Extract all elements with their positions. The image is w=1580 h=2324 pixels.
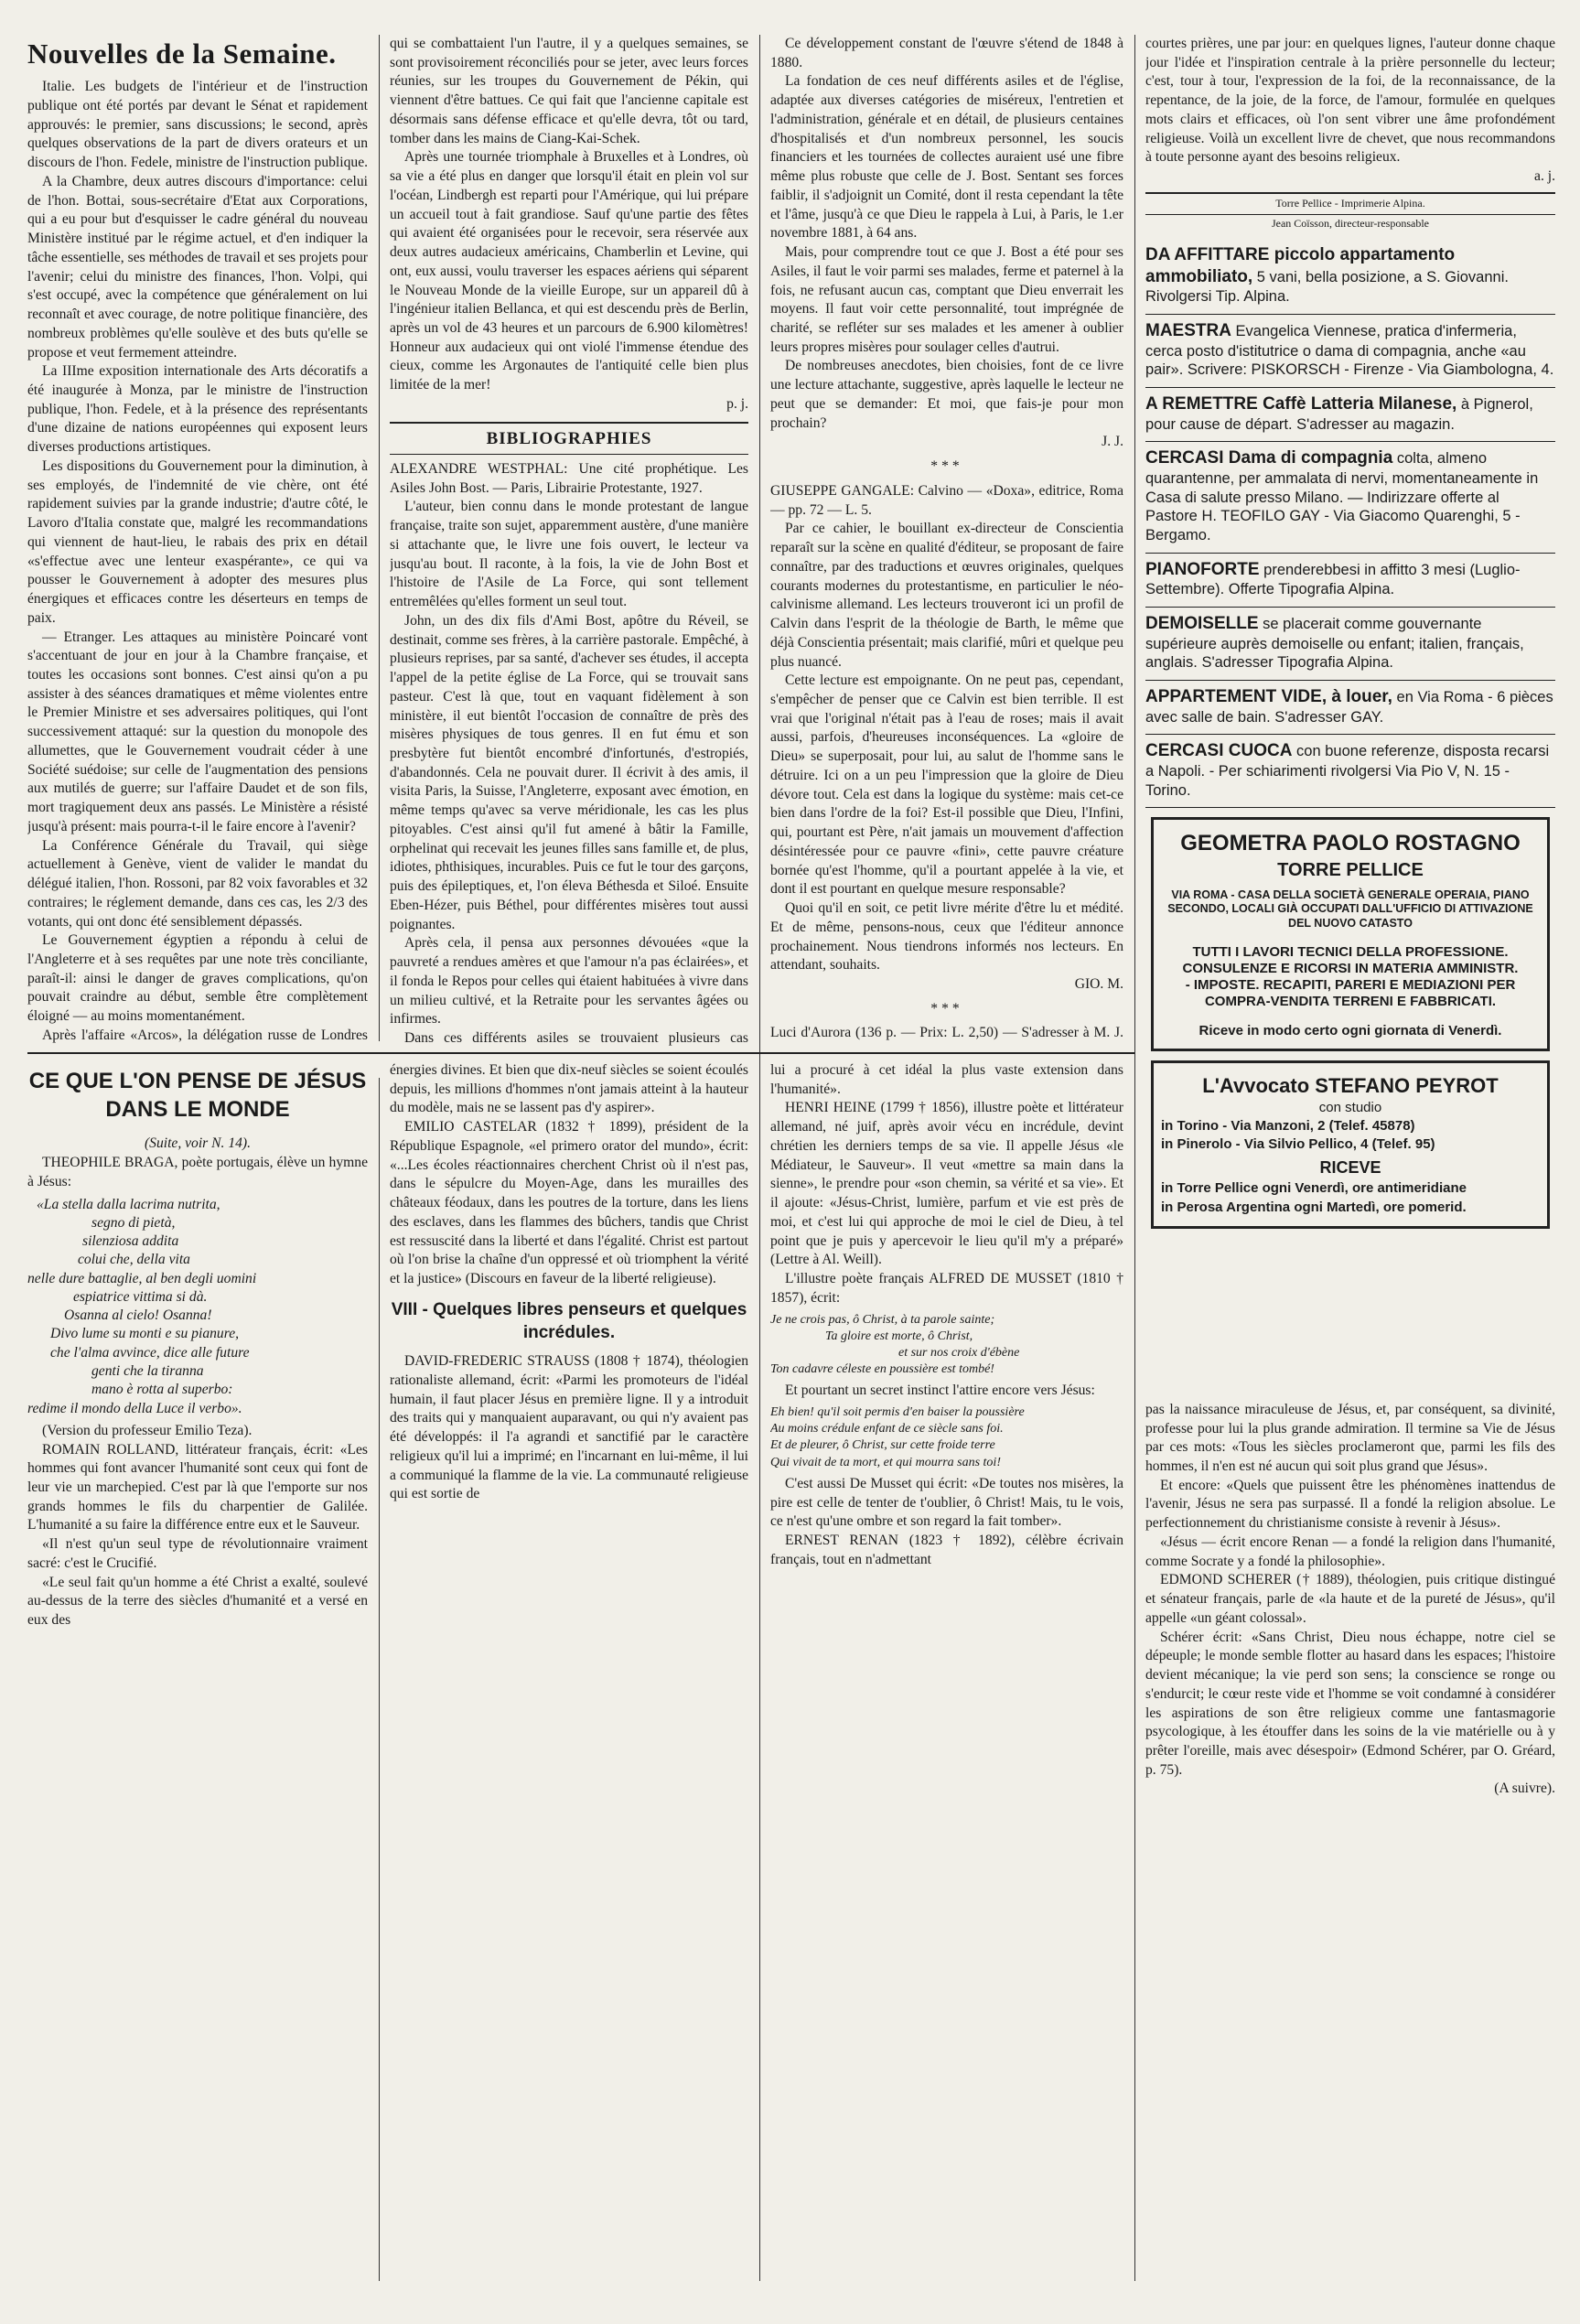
rostagno-name: GEOMETRA PAOLO ROSTAGNO (1180, 831, 1521, 856)
ad-heading: DA AFFITTARE piccolo appartamento ammobiliato, (1145, 244, 1456, 286)
rostagno-city: TORRE PELLICE (1277, 860, 1424, 881)
column-rule (1134, 35, 1135, 2281)
poem-line: et sur nos croix d'ébène (898, 1345, 1020, 1360)
poem-line: genti che la tiranna (91, 1362, 204, 1379)
ad-heading: MAESTRA (1145, 320, 1231, 340)
classified-ad (1145, 388, 1555, 442)
news-paragraph: La Conférence Générale du Travail, qui siège actuellement à Genève, vient de valider le mandat du délégué italien, l'hon. Rossoni, par 82 voix favorables et 32 contraires; le réglement demande, dans ces cas, les 2/3 des votants, qui ont donc été sensiblement dépassés. (27, 837, 368, 930)
ad-heading: CERCASI Dama di compagnia (1145, 448, 1393, 468)
poem-line: Ton cadavre céleste en poussière est tombé! (770, 1362, 994, 1377)
news-signature: p. j. (726, 395, 748, 412)
poem-line: colui che, della vita (78, 1252, 190, 1268)
book-reference: Luci d'Aurora (136 p. — Prix: L. 2,50) — S'adresser à M. J. (770, 1025, 1123, 1041)
news-heading: Nouvelles de la Semaine. (27, 38, 337, 70)
article-paragraph: Et encore: «Quels que puissent être les phénomènes inattendus de l'avenir, Jésus ne sera pas surpassé. Il a fondé la religion absolue. Le perfectionnement du christianisme consiste à revenir à Jésus». (1145, 1477, 1555, 1532)
separator-stars: *** (930, 458, 963, 475)
review-paragraph: Par ce cahier, le bouillant ex-directeur de Conscientia reparaît sur la scène en qualité d'éditeur, se proposant de faire connaître, par des traductions et œuvres originales, quelques courants modernes du protestantisme, en particulier le néo-calvinisme allemand. Les lecteurs trouveront ici un profil de Calvin dans l'esprit de la théologie de Barth, le même que déjà Conscientia présentait; mais clarifié, mûri et quelque peu plus nuancé. (770, 521, 1123, 670)
review-paragraph: John, un des dix fils d'Ami Bost, apôtre du Réveil, se destinait, comme ses frères, à la carrière pastorale. Empêché, à plusieurs reprises, par sa santé, d'achever ses études, il accepta l'appel de la petite église de La Force, qui se trouvait sans pasteur. C'est là que, tout en vaquant fidèlement à son ministère, il eut bientôt l'occasion de connaître de près des misères physiques de tous genres. Il en fut ému et son presbytère fut bientôt encombré d'infortunés, d'estropiés, d'abandonnés. Cela ne pouvait durer. Il écrivit à des amis, il visita Paris, la Suisse, l'Angleterre, exposant avec émotion, en même temps qu'avec sa verve méridionale, les cas les plus pitoyables. C'est ainsi qu'il fut amené à bâtir la Famille, orphelinat qui recevait les jeunes filles sans famille et, de plus, idiotes, phthisiques, incurables. Puis ce fut le tour des garçons, puis des épileptiques, et, l'on éleva Béthesda et Siloé. Ensuite Eben-Hézer, puis Béthel, pour différentes misères tout aussi poignantes. (390, 612, 748, 932)
ad-heading: DEMOISELLE (1145, 613, 1259, 633)
poem-braga (27, 1196, 368, 1418)
review-signature: a. j. (1534, 168, 1555, 185)
peyrot-office: in Torino - Via Manzoni, 2 (Telef. 45878) (1161, 1117, 1415, 1134)
article-paragraph: énergies divines. Et bien que dix-neuf siècles se soient écoulés depuis, les millions d'hommes n'ont jamais atteint à la hauteur du modèle, mais ne se lassent pas d'y aspirer». (390, 1062, 748, 1116)
poem-line: silenziosa addita (82, 1233, 179, 1250)
article-paragraph: «Le seul fait qu'un homme a été Christ a exalté, soulevé au-dessus de la terre des siècles d'humanité et a versé en eux des (27, 1574, 368, 1629)
news-paragraph: A la Chambre, deux autres discours d'importance: celui de l'hon. Bottai, sous-secrétaire d'Etat aux Corporations, qui a eu pour but d'esquisser le cadre général du nouveau Ministère institué par le régime actuel, et d'en indiquer la tâche essentielle, ses méthodes de travail et ses projets pour l'avenir; celui du ministre des finances, l'hon. Volpi, qui s'est occupé, avec la compétence que généralement on lui reconnaît et avec courage, de notre politique financière, des nombreux problèmes qu'elle soulève et des buts qu'elle se propose et veut fermement atteindre. (27, 173, 368, 360)
ad-body: colta, almeno quarantenne, per ammalata di nervi, momentaneamente in Casa di salute presso Milano. — Indirizzare offerte al Pastore H. TEOFILO GAY - Via Giacomo Quarenghi, 5 - Bergamo. (1145, 450, 1539, 543)
article-paragraph: L'illustre poète français ALFRED DE MUSSET (1810 † 1857), écrit: (770, 1271, 1123, 1306)
ad-body: Evangelica Viennese, pratica d'infermeria, cerca posto d'istitutrice o dama di compagnia, anche «au pair». Scrivere: PISKORSCH - Firenze - Via Giambologna, 4. (1145, 322, 1554, 379)
article-paragraph: ROMAIN ROLLAND, littérateur français, écrit: «Les hommes qui font avancer l'humanité sont ceux qui font de leur vie un marchepied. C'est par là que l'emporte sur nos grands hommes le fils du charpentier de Galilée. L'humanité a su faire la différence entre eux et le Sauveur. (27, 1441, 368, 1533)
poem-line: espiatrice vittima si dà. (73, 1288, 208, 1305)
article-paragraph: «Jésus — écrit encore Renan — a fondé la religion dans l'humanité, comme Socrate y a fondé la philosophie». (1145, 1533, 1555, 1569)
article-paragraph: EMILIO CASTELAR (1832 † 1899), président de la République Espagnole, «el primero orator del mundo», écrit: «...Les écoles réactionnaires cherchent Christ où il n'est pas, dans le sépulcre du Moyen-Age, dans les murailles des châteaux féodaux, dans les poutres de la torture, dans les liens des esclaves, dans les flammes des bûchers, tandis que Christ est ressuscité dans la liberté et dans l'égalité. Christ est partout où l'on brise la chaîne d'un oppressé et où triomphent la vérité et la justice» (Discours en faveur de la liberté religieuse). (390, 1119, 748, 1287)
article-paragraph: EDMOND SCHERER († 1889), théologien, puis critique distingué et sénateur français, parle de «la haute et de la pureté de Jésus», qu'il appelle «un géant colossal». (1145, 1572, 1555, 1626)
ad-heading: A REMETTRE Caffè Latteria Milanese, (1145, 393, 1457, 414)
book-reference: ALEXANDRE WESTPHAL: Une cité prophétique. Les Asiles John Bost. — Paris, Librairie Protestante, 1927. (390, 460, 748, 496)
peyrot-name: L'Avvocato STEFANO PEYROT (1202, 1073, 1499, 1097)
review-paragraph: Quoi qu'il en soit, ce petit livre mérite d'être lu et médité. Et de même, pensons-nous, ceux que l'éditeur annonce prochainement. Nous tiendrons informés nos lecteurs. En attendant, souhaits. (770, 900, 1123, 974)
section-viii-heading: VIII - Quelques libres penseurs et quelques incrédules. (391, 1299, 747, 1343)
poem-line: Osanna al cielo! Osanna! (64, 1307, 212, 1324)
rostagno-address: VIA ROMA - CASA DELLA SOCIETÀ GENERALE OPERAIA, PIANO SECONDO, LOCALI GIÀ OCCUPATI DALL'UFFICIO DI ATTIVAZIONE DEL NUOVO CATASTO (1167, 888, 1533, 931)
ad-heading: PIANOFORTE (1145, 559, 1260, 579)
article-paragraph: ERNEST RENAN (1823 † 1892), célèbre écrivain français, tout en n'admettant (770, 1532, 1123, 1567)
book-reference: GIUSEPPE GANGALE: Calvino — «Doxa», editrice, Roma — pp. 72 — L. 5. (770, 482, 1123, 518)
ad-body: 5 vani, bella posizione, a S. Giovanni. Rivolgersi Tip. Alpina. (1145, 268, 1509, 306)
news-paragraph: La IIIme exposition internationale des Arts décoratifs a été inaugurée à Monza, par le ministre de l'instruction publique, l'hon. Fedele, et à la présence des représentants d'une dizaine de nations européennes qui exposent leurs diverses productions artistiques. (27, 363, 368, 456)
news-column-2 (390, 35, 748, 1046)
review-paragraph: Cette lecture est empoignante. On ne peut pas, cependant, s'empêcher de penser que ce Calvin est bien terrible. Il est vrai que l'original n'était pas à l'eau de roses; mais il avait aussi, parfois, d'heureuses inconséquences. La «gloire de Dieu» se superposait, pour lui, au salut de l'homme sans le détruire. Ici on a un peu l'impression que la gloire de Dieu dévore tout. Cela est dans la logique du système: mais cet-ce bien dans l'ordre de la foi? Est-il possible que Dieu, l'Infini, qui, pourtant est Père, n'ait jamais un mouvement d'affection désintéressée pour ce pauvre «fini», cette pauvre créature bornée qu'est l'homme, qu'il a pourtant appelée à la vie, et dont il est pourtant en quelque mesure responsable? (770, 672, 1123, 898)
poem-line: «La stella dalla lacrima nutrita, (37, 1196, 220, 1212)
classified-ad (1145, 442, 1555, 553)
article-paragraph: Et pourtant un secret instinct l'attire encore vers Jésus: (785, 1383, 1095, 1399)
peyrot-ad-box (1151, 1060, 1550, 1229)
poem-line: redime il mondo della Luce il verbo». (27, 1400, 242, 1416)
poem-line: Eh bien! qu'il soit permis d'en baiser la poussière (770, 1405, 1025, 1420)
spacer (1145, 1238, 1555, 1401)
article-title: CE QUE L'ON PENSE DE JÉSUS DANS LE MONDE (28, 1069, 367, 1123)
poem-line: mano è rotta al superbo: (91, 1382, 233, 1398)
poem-line: Et de pleurer, ô Christ, sur cette froide terre (770, 1438, 995, 1453)
column-rule (379, 35, 380, 1041)
classified-ad (1145, 681, 1555, 735)
poem-line: Divo lume su monti e su pianure, (50, 1326, 240, 1342)
article-paragraph: pas la naissance miraculeuse de Jésus, et, par conséquent, sa divinité, professe pour lui la plus grande admiration. Il termine sa Vie de Jésus par ces mots: «Tous les siècles proclameront que, parmi les fils des hommes, il n'en est né aucun qui soit plus grand que Jésus». (1145, 1401, 1555, 1474)
review-paragraph: Ce développement constant de l'œuvre s'étend de 1848 à 1880. (770, 36, 1123, 70)
column-rule (379, 1078, 380, 2281)
article-paragraph: THEOPHILE BRAGA, poète portugais, élève un hymne à Jésus: (27, 1155, 368, 1189)
news-paragraph: Après une tournée triomphale à Bruxelles et à Londres, où sa vie a été plus en danger que lorsqu'il était en plein vol sur l'océan, Lindbergh est reparti pour l'Amérique, qui lui prépare un accueil tout à fait grandiose. Sauf qu'une partie des fêtes qui avaient été organisées pour le recevoir, sera réservée aux deux autres audacieux américains, Chamberlin et Levine, qui ont, eux aussi, voulu traverser les espaces aériens qui séparent le Nouveau Monde de la vieille Europe, sur un appareil dû à l'ingénieur italien Bellanca, et qui est descendu près de Berlin, après un vol de 43 heures et un parcours de 6.900 kilomètres! Honneur aux audacieux qui ont violé l'immense étendue des cieux, comme les Argonautes de l'antiquité celle bien plus limitée de la mer! (390, 149, 748, 393)
poem-musset-1 (770, 1312, 1123, 1379)
article-paragraph: Schérer écrit: «Sans Christ, Dieu nous échappe, notre ciel se dépeuple; le monde semble flotter au hasard dans les espaces; l'histoire devient mécanique; la vie perd son sens; la conscience se ronge ou s'endurcit; le cœur reste vide et l'homme se voit condamné à considérer les aspirations de son être religieux comme une fantasmagorie psycologique, à les étouffer dans les soins de la vie matérielle ou à y prêter l'oreille, mais avec désespoir» (Edmond Schérer, par O. Gréard, p. 75). (1145, 1629, 1555, 1778)
classified-ad (1145, 735, 1555, 808)
classified-ad (1145, 554, 1555, 608)
review-paragraph: courtes prières, une par jour: en quelques lignes, l'auteur donne chaque jour l'idée et l'inspiration centrale à la prière personnelle du lecteur; c'est, tour à tour, l'expression de la foi, de la reconnaissance, de la repentance, de la joie, de la force, de l'amour, formulée en quelques mots clairs et efficaces, où l'on sent vibrer une âme profondément religieuse. Voilà un excellent livre de chevet, que nous recommandons à toute personne ayant des besoins religieux. (1145, 36, 1555, 166)
article-paragraph: (Version du professeur Emilio Teza). (42, 1422, 253, 1438)
editor-line: Jean Coïsson, directeur-responsable (1271, 216, 1430, 230)
ad-body: à Pignerol, pour cause de départ. S'adresser au magazin. (1145, 395, 1533, 433)
rostagno-services: TUTTI I LAVORI TECNICI DELLA PROFESSIONE. CONSULENZE E RICORSI IN MATERIA AMMINISTR. - IMPOSTE. RECAPITI, PARERI E MEDIAZIONI PER COMPRA-VENDITA TERRENI E FABBRICATI. (1182, 943, 1519, 1009)
article-paragraph: HENRI HEINE (1799 † 1856), illustre poète et littérateur allemand, né juif, après avoir vécu en incrédule, devint chrétien les derniers temps de sa vie. Il appelle Jésus «le Médiateur, le Sauveur». Il veut «mettre sa main dans la sienne», le prendre pour «son chemin, sa vérité et sa vie». Et il ajoute: «Jésus-Christ, lumière, parfum et vie est près de moi, et c'est lui qui approche de moi le ciel de Dieu, à tel point que je puis y apercevoir le lieu qu'il m'y a préparé» (Lettre à Al. Weill). (770, 1100, 1123, 1268)
news-column-1 (27, 35, 368, 1046)
news-paragraph: — Etranger. Les attaques au ministère Poincaré vont s'accentuant de jour en jour à la Chambre française, et toutes les occasions sont bonnes. C'est ainsi qu'on a pu assister à des séances dramatiques et même violentes entre le Premier Ministre et ses adversaires politiques, qui l'ont successivement attaqué: sur la question du monopole des allumettes, que le Gouvernement voudrait céder à une Société suédoise; sur celle de l'augmentation des pensions aux mutilés de guerre; sur l'affaire Daudet et de son fils, mort tragiquement deux ans passés. Le Ministère a résisté jusqu'à présent: mais pourra-t-il le faire encore à l'avenir? (27, 629, 368, 834)
rostagno-hours: Riceve in modo certo ogni giornata di Venerdì. (1198, 1022, 1502, 1038)
news-paragraph: Les dispositions du Gouvernement pour la diminution, à ses employés, de l'indemnité de vie chère, ont été rapidement suivies par la grande industrie; d'autre côté, le Lavoro d'Italia constate que, malgré les recommandations qui viennent de haut-lieu, le rabais des prix en détail «s'effectue avec une lenteur exaspérante», ce qui va pousser le Gouvernement à adopter des mesures plus énergiques et efficaces contre les déserteurs en temps de paix. (27, 457, 368, 626)
peyrot-studio: con studio (1318, 1099, 1382, 1115)
poem-line: che l'alma avvince, dice alle future (50, 1344, 250, 1361)
to-be-continued: (A suivre). (1494, 1781, 1555, 1797)
peyrot-schedule: in Perosa Argentina ogni Martedì, ore pomerid. (1161, 1199, 1467, 1215)
article-paragraph: «Il n'est qu'un seul type de révolutionnaire vraiment sacré: c'est le Crucifié. (27, 1536, 368, 1571)
poem-line: Ta gloire est morte, ô Christ, (825, 1329, 973, 1343)
article-paragraph: DAVID-FREDERIC STRAUSS (1808 † 1874), théologien rationaliste allemand, écrit: «Parmi les promoteurs de l'idéal humain, il faut placer Jésus en première ligne. Il y a introduit des traits qui y manquaient auparavant, ou qui n'y avaient pas été développés: il l'a agrandi et sanctifié par le caractère religieux qu'il lui a imprimé; en l'incarnant en lui-même, il lui a communiqué la flamme de la vie. La communauté religieuse qui est sortie de (390, 1353, 748, 1502)
review-paragraph: Après cela, il pensa aux personnes dévouées «que la pauvreté a rendues amères et que l'amour n'a pas éclairées», et il fonda le Repos pour celles qui étaient habituées à vivre dans un milieu cultivé, et la Retraite pour les servantes âgées ou infirmes. (390, 935, 748, 1028)
poem-line: Qui vivait de ta mort, et qui mourra sans toi! (770, 1455, 1001, 1469)
poem-line: nelle dure battaglie, al ben degli uomini (27, 1270, 257, 1286)
newspaper-page (27, 35, 1555, 2295)
review-paragraph: L'auteur, bien connu dans le monde protestant de langue française, traite son sujet, apparemment austère, d'une manière si attachante que, le livre une fois ouvert, le lecteur va jusqu'au bout. Il raconte, à la fois, la vie de John Bost et l'histoire de l'Asile de La Force, qui sont tellement entremêlées qu'elles forment un seul tout. (390, 499, 748, 610)
news-paragraph: Après l'affaire «Arcos», la délégation russe de Londres (42, 1027, 368, 1043)
classified-ad (1145, 608, 1555, 681)
article-continuation: (Suite, voir N. 14). (144, 1135, 252, 1152)
news-paragraph: Le Gouvernement égyptien a répondu à celui de l'Angleterre et à ses requêtes par une note très conciliante, paraît-il: ainsi le danger de graves complications, qu'on pouvait craindre au début, semble être complètement éloigné — au moins momentanément. (27, 932, 368, 1025)
ad-body: con buone referenze, disposta recarsi a Napoli. - Per schiarimenti rivolgersi Via Pio V, N. 15 - Torino. (1145, 743, 1550, 799)
page-top-mark (0, 5, 1580, 24)
peyrot-schedule: in Torre Pellice ogni Venerdì, ore antimeridiane (1161, 1180, 1467, 1197)
ad-heading: CERCASI CUOCA (1145, 741, 1293, 761)
classified-ad (1145, 239, 1555, 315)
poem-line: Je ne crois pas, ô Christ, à ta parole sainte; (770, 1312, 995, 1327)
section-divider (27, 1052, 1134, 1054)
article-column-2 (390, 1061, 748, 2286)
ad-heading: APPARTEMENT VIDE, à louer, (1145, 686, 1392, 706)
poem-line: Au moins crédule enfant de ce siècle sans foi. (770, 1422, 1004, 1436)
review-paragraph: Mais, pour comprendre tout ce que J. Bost a été pour ses Asiles, il faut le voir parmi ses malades, ferme et paternel à la fois, ne refusant aucun cas, comptant que Dieu enverrait les moyens. Il faut voir cette personnalité, tout imprégnée de charité, se refléter sur ses malades et les amener à oublier leurs propres misères pour soulager celles d'autrui. (770, 244, 1123, 355)
news-paragraph: Italie. Les budgets de l'intérieur et de l'instruction publique ont été portés par devant le Sénat et rapidement approuvés: le premier, sans discussions; le second, après quelques observations de la part de divers orateurs et un discours de l'hon. Fedele, ministre de l'instruction publique. (27, 79, 368, 171)
classified-ad (1145, 315, 1555, 388)
review-paragraph: Dans ces différents asiles se trouvaient plusieurs cas (404, 1029, 748, 1046)
article-column-1 (27, 1061, 368, 2286)
printer-line: Torre Pellice - Imprimerie Alpina. (1145, 192, 1555, 215)
ad-body: prenderebbesi in affitto 3 mesi (Luglio-Settembre). Offerte Tipografia Alpina. (1145, 561, 1521, 598)
article-paragraph: lui a procuré à cet idéal la plus vaste extension dans l'humanité». (770, 1062, 1123, 1097)
peyrot-office: in Pinerolo - Via Silvio Pellico, 4 (Telef. 95) (1161, 1136, 1435, 1153)
ad-body: en Via Roma - 6 pièces avec salle de bain. S'adresser GAY. (1145, 688, 1553, 726)
review-signature: J. J. (1102, 434, 1123, 450)
review-paragraph: De nombreuses anecdotes, bien choisies, font de ce livre une lecture attachante, suggestive, après laquelle le lecteur ne peut que se demander: Et moi, que fais-je pour mon prochain? (770, 358, 1123, 431)
review-signature: GIO. M. (1074, 975, 1123, 992)
article-column-3 (770, 1061, 1123, 2286)
poem-musset-2 (770, 1404, 1123, 1471)
article-paragraph: C'est aussi De Musset qui écrit: «De toutes nos misères, la pire est celle de tenter de t'oublier, ô Christ! Mais, tu le vois, ce n'est qu'une ombre et son regard la fait tomber». (770, 1475, 1123, 1530)
poem-line: segno di pietà, (91, 1214, 176, 1231)
column-rule (759, 35, 760, 2281)
ad-body: se placerait comme gouvernante supérieure auprès demoiselle ou enfant; italien, français, anglais. S'adresser Tipografia Alpina. (1145, 615, 1524, 672)
bibliographies-heading: BIBLIOGRAPHIES (390, 422, 748, 455)
separator-stars: *** (930, 1000, 963, 1017)
peyrot-receives: RICEVE (1319, 1158, 1381, 1178)
ads-column (1145, 35, 1555, 2286)
rostagno-ad-box (1151, 817, 1550, 1050)
review-paragraph: La fondation de ces neuf différents asiles et de l'église, adaptée aux diverses catégories de miséreux, l'entretien et l'administration, générale et en détail, de plusieurs centaines d'hospitalisés et d'un nombreux personnel, les soucis financiers et les tournées de collectes auraient usé une fibre même plus robuste que celle de J. Bost. Sentant ses forces faiblir, il s'adjoignit un Comité, dont il resta cependant la tête et l'âme, jusqu'à ce que Dieu le rappela à Lui, à Paris, le 1.er novembre 1881, à 64 ans. (770, 73, 1123, 242)
review-column-3 (770, 35, 1123, 1046)
news-paragraph: qui se combattaient l'un l'autre, il y a quelques semaines, se sont provisoirement réconciliés pour se jeter, avec leurs forces réunies, sur les troupes du Gouvernement de Pékin, qui viennent d'être battues. Ce qui fait que l'ancienne capitale est désormais sans défense efficace et qu'elle devra, tôt ou tard, tomber dans les mains de Ciang-Kai-Schek. (390, 36, 748, 146)
